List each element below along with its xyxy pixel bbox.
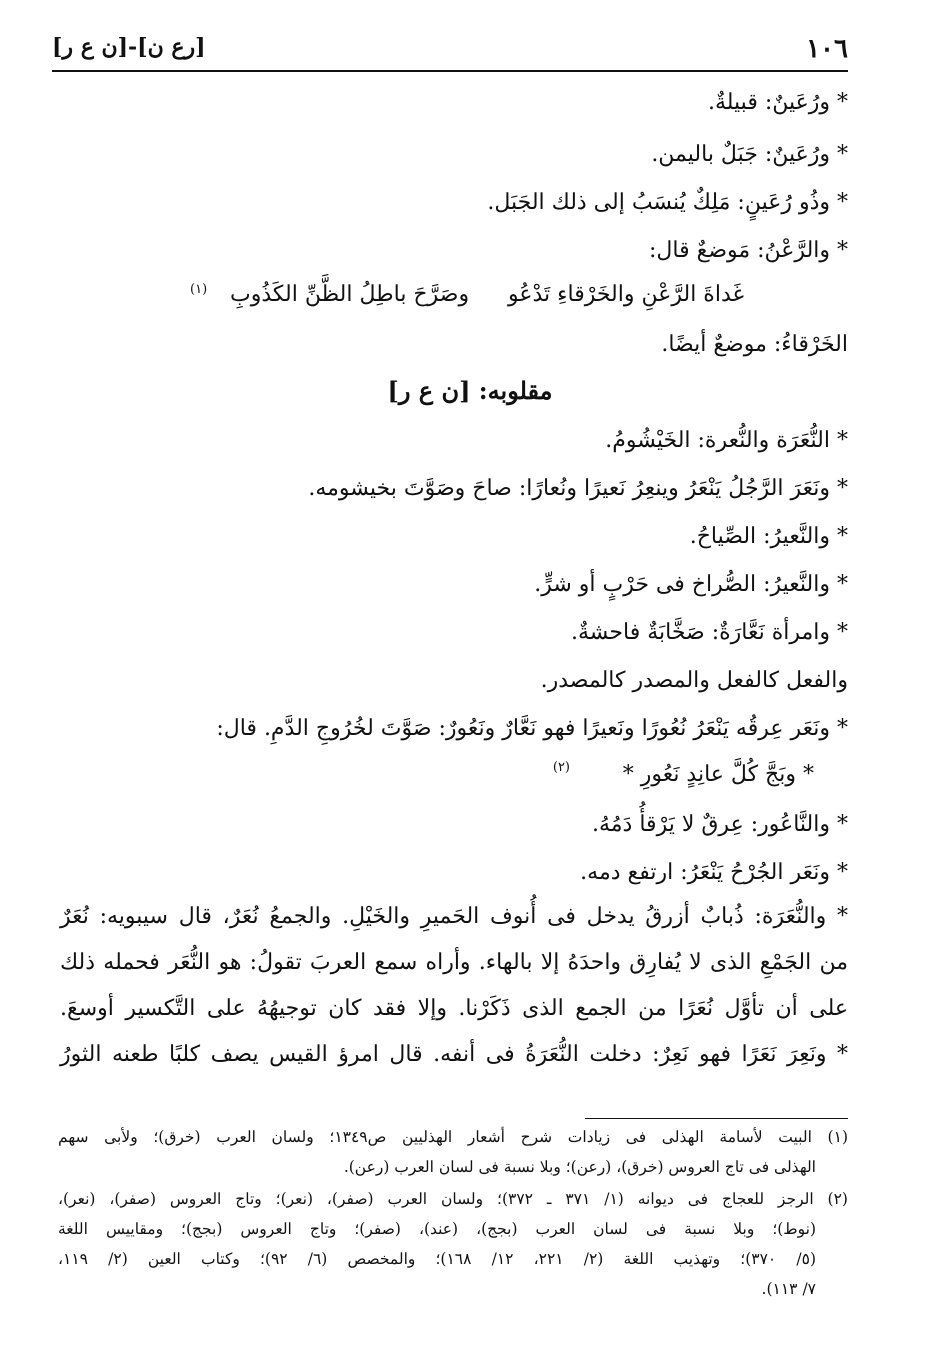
running-header bbox=[52, 32, 848, 72]
footnote-line: (نوط)؛ وبلا نسبة فى لسان العرب (بجج)، (عند)، (صفر)؛ وتاج العروس (بجج)؛ ومقاييس اللغة bbox=[58, 1220, 816, 1238]
entry-line: * والنَّعيرُ: الصُّراخ فى حَرْبٍ أو شرٍّ. bbox=[534, 572, 848, 597]
entry-line: * ونَعَر الجُرْحُ يَنْعَرُ: ارتفع دمه. bbox=[580, 860, 848, 885]
entry-line: * والنُّعَرَة: ذُبابٌ أزرقُ يدخل فى أُنوف الحَميرِ والخَيْلِ. والجمعُ نُعَرٌ، قال سيبويه: نُعَرٌ bbox=[60, 904, 848, 929]
page-number: ١٠٦ bbox=[806, 34, 848, 64]
footnote-line: ٧/ ١١٣). bbox=[761, 1280, 816, 1298]
entry-line: * والنَّعيرُ: الصِّياحُ. bbox=[689, 524, 848, 549]
root-label: [رع ن]-[ن ع ر] bbox=[52, 34, 206, 60]
entry-line: والفعل كالفعل والمصدر كالمصدر. bbox=[540, 668, 848, 693]
entry-line: الخَرْقاءُ: موضعٌ أيضًا. bbox=[661, 332, 848, 357]
entry-line: من الجَمْعِ الذى لا يُفارِق واحدَهُ إلا بالهاء. وأراه سمع العربَ تقولُ: هو النُّعَر فحمله ذلك bbox=[60, 950, 849, 975]
verse-hemistich-right: غَداةَ الرَّعْنِ والخَرْقاءِ تَدْعُو bbox=[507, 282, 744, 307]
entry-line: * النُّعَرَة والنُّعرة: الخَيْشُومُ. bbox=[605, 428, 848, 453]
entry-line: على أن تأوَّل نُعَرًا من الجمع الذى ذَكَرْنا. وإلا فقد كان توجيهُهُ على التَّكسير أوسعَ. bbox=[60, 996, 848, 1021]
verse-line: * وبَجَّ كُلَّ عانِدٍ نَعُورِ * bbox=[622, 762, 814, 787]
entry-line: * ونَعَرَ الرَّجُلُ يَنْعَرُ وينعِرُ نَعيرًا ونُعارًا: صاحَ وصَوَّتَ بخيشومه. bbox=[308, 476, 848, 501]
section-heading: مقلوبه: [ن ع ر] bbox=[387, 376, 553, 405]
entry-line: * ونَعَر عِرقُه يَنْعَرُ نُعُورًا ونَعيرًا فهو نَعَّارٌ ونَعُورٌ: صَوَّتَ لخُرُوجِ الدَّمِ. قال: bbox=[216, 716, 848, 741]
footnote-line: الهذلى فى تاج العروس (خرق)، (رعن)؛ وبلا نسبة فى لسان العرب (رعن). bbox=[343, 1158, 816, 1176]
footnote-line: (٢) الرجز للعجاج فى ديوانه (١/ ٣٧١ ـ ٣٧٢)؛ ولسان العرب (صفر)، (نعر)؛ وتاج العروس (صفر)، (نعر)، bbox=[58, 1190, 848, 1208]
footnote-line: (١) البيت لأسامة الهذلى فى زيادات شرح أشعار الهذليين ص١٣٤٩؛ ولسان العرب (خرق)؛ ولأبى سهم bbox=[58, 1128, 848, 1146]
header-rule bbox=[52, 70, 848, 72]
entry-line: * ورُعَينٌ: قبيلةٌ. bbox=[707, 90, 848, 115]
footnote-marker: (١) bbox=[190, 282, 208, 297]
verse-hemistich-left: وصَرَّحَ باطِلُ الظَّنِّ الكَذُوبِ bbox=[230, 282, 470, 307]
footnote-line: (٥/ ٣٧٠)؛ وتهذيب اللغة (٢/ ٢٢١، ١٢/ ١٦٨)؛ والمخصص (٦/ ٩٢)؛ وكتاب العين (٢/ ١١٩، bbox=[58, 1250, 816, 1268]
entry-line: * ونَعِرَ نَعَرًا فهو نَعِرٌ: دخلت النُّعَرَةُ فى أنفه. قال امرؤ القيس يصف كلبًا طعنه الثورُ bbox=[60, 1042, 849, 1067]
entry-line: * وذُو رُعَينٍ: مَلِكٌ يُنسَبُ إلى ذلك الجَبَل. bbox=[487, 190, 848, 215]
entry-line: * والنَّاعُور: عِرقٌ لا يَرْقأُ دَمُهُ. bbox=[591, 812, 848, 837]
entry-line: * والرَّعْنُ: مَوضعٌ قال: bbox=[649, 238, 848, 263]
footnote-rule bbox=[585, 1118, 848, 1119]
entry-line: * ورُعَينٌ: جَبَلٌ باليمن. bbox=[651, 142, 848, 167]
entry-line: * وامرأة نَعَّارَةٌ: صَخَّابَةٌ فاحشةٌ. bbox=[570, 620, 848, 645]
footnote-marker: (٢) bbox=[552, 760, 570, 775]
